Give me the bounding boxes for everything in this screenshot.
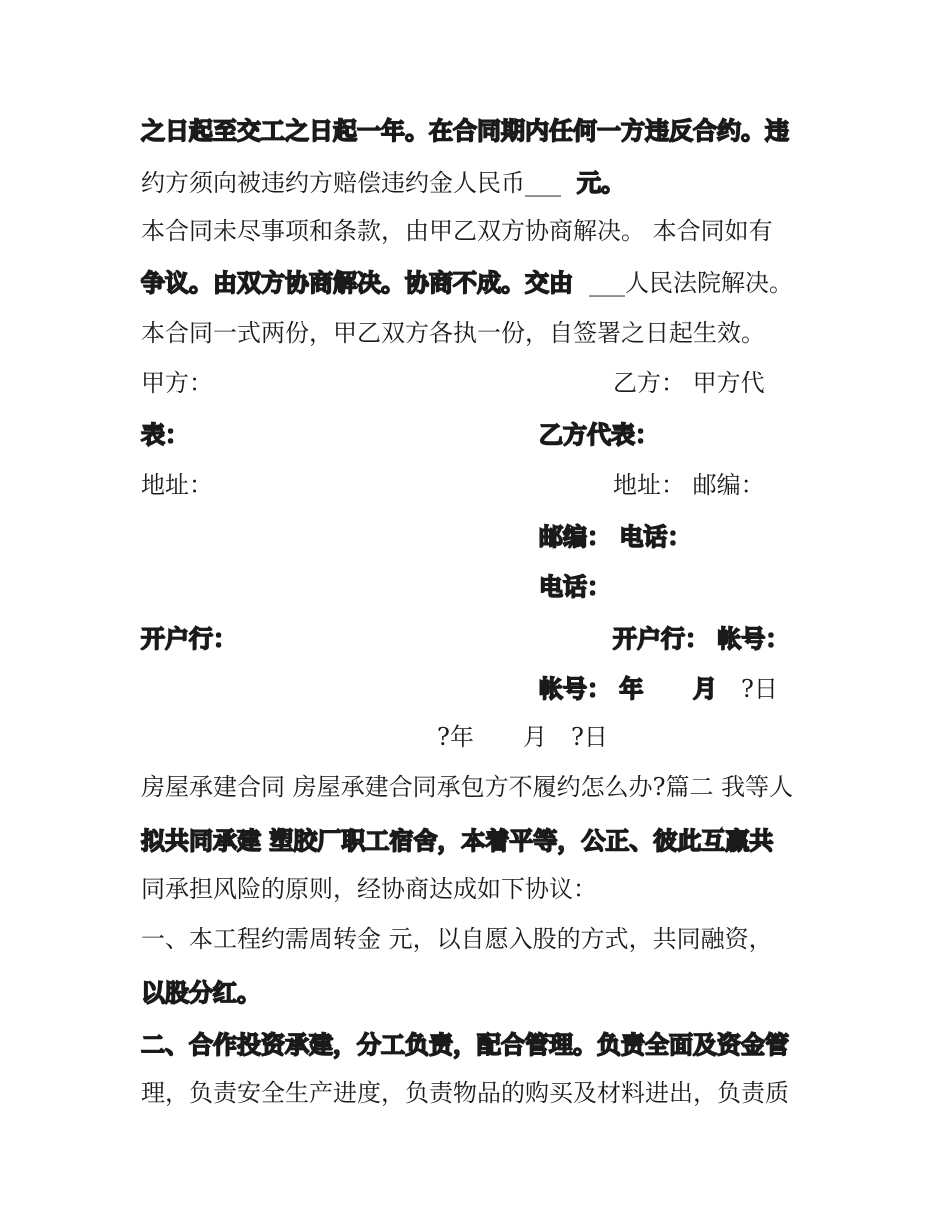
text-line: 元。 bbox=[577, 169, 625, 197]
text-line: 一、本工程约需周转金 元，以自愿入股的方式，共同融资， bbox=[141, 925, 773, 953]
date-month: 月 bbox=[693, 675, 717, 703]
account-label: 帐号： 年 bbox=[539, 675, 644, 703]
date-day: ?日 bbox=[571, 723, 608, 751]
text-line: 理，负责安全生产进度，负责物品的购买及材料进出，负责质 bbox=[141, 1079, 789, 1107]
phone-label: 电话： bbox=[539, 573, 611, 601]
text-line: ___人民法院解决。 bbox=[589, 269, 793, 297]
party-a-address-label: 地址： bbox=[141, 471, 213, 499]
party-b-label: 乙方： 甲方代 bbox=[613, 369, 765, 397]
text-line: 拟共同承建 塑胶厂职工宿舍，本着平等，公正、彼此互赢共 bbox=[141, 827, 774, 855]
text-line: 本合同未尽事项和条款，由甲乙双方协商解决。 本合同如有 bbox=[141, 217, 773, 245]
text-line: 本合同一式两份，甲乙双方各执一份，自签署之日起生效。 bbox=[141, 319, 765, 347]
party-b-address-label: 地址： 邮编： bbox=[613, 471, 765, 499]
text-line: 同承担风险的原则，经协商达成如下协议： bbox=[141, 875, 597, 903]
party-a-rep-label: 表： bbox=[141, 421, 189, 449]
date-year: ?年 bbox=[437, 723, 474, 751]
text-line: 之日起至交工之日起一年。在合同期内任何一方违反合约。违 bbox=[141, 117, 789, 145]
text-line: 争议。由双方协商解决。协商不成。交由 bbox=[141, 269, 573, 297]
party-a-bank-label: 开户行： bbox=[141, 625, 237, 653]
party-a-label: 甲方： bbox=[141, 369, 213, 397]
party-b-bank-label: 开户行： 帐号： bbox=[613, 625, 790, 653]
date-day: ?日 bbox=[741, 675, 778, 703]
date-month: 月 bbox=[523, 723, 547, 751]
text-line: 房屋承建合同 房屋承建合同承包方不履约怎么办?篇二 我等人 bbox=[141, 773, 794, 801]
text-line: 以股分红。 bbox=[141, 979, 261, 1007]
text-line: 二、合作投资承建，分工负责，配合管理。负责全面及资金管 bbox=[141, 1031, 789, 1059]
party-b-rep-label: 乙方代表： bbox=[539, 421, 659, 449]
text-line: 约方须向被违约方赔偿违约金人民币___ bbox=[141, 169, 561, 197]
postcode-phone-label: 邮编： 电话： bbox=[539, 523, 692, 551]
